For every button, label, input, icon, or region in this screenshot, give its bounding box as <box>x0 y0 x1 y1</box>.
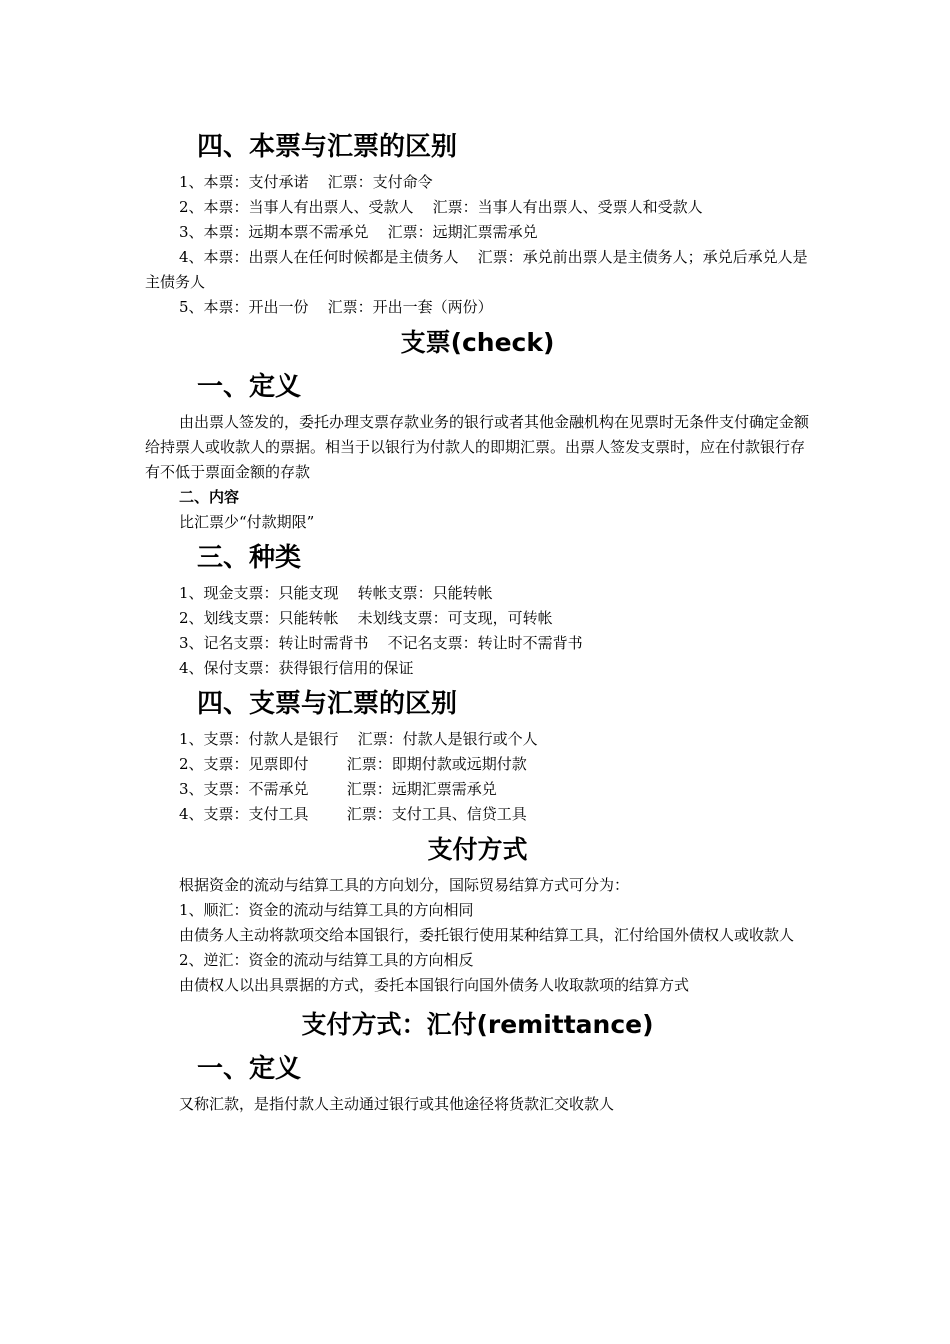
list-item: 3、记名支票：转让时需背书 不记名支票：转让时不需背书 <box>179 634 583 652</box>
list-item: 1、现金支票：只能支现 转帐支票：只能转帐 <box>179 584 493 602</box>
list-item: 4、保付支票：获得银行信用的保证 <box>179 659 414 677</box>
list-item: 3、支票：不需承兑 汇票：远期汇票需承兑 <box>179 780 497 798</box>
check-title: 支票(check) <box>400 328 555 357</box>
remittance-definition-heading: 一、定义 <box>197 1054 302 1084</box>
list-item: 5、本票：开出一份 汇票：开出一套（两份） <box>179 298 493 316</box>
document-body <box>145 130 810 1117</box>
list-item: 1、本票：支付承诺 汇票：支付命令 <box>179 173 433 191</box>
check-content-heading: 二、内容 <box>179 488 240 506</box>
paragraph: 2、逆汇：资金的流动与结算工具的方向相反 <box>179 951 474 969</box>
list-item: 2、本票：当事人有出票人、受款人 汇票：当事人有出票人、受票人和受款人 <box>179 198 703 216</box>
remittance-title: 支付方式：汇付(remittance) <box>301 1010 654 1039</box>
list-item: 1、支票：付款人是银行 汇票：付款人是银行或个人 <box>179 730 538 748</box>
check-vs-draft-heading: 四、支票与汇票的区别 <box>197 689 458 719</box>
paragraph: 由债务人主动将款项交给本国银行，委托银行使用某种结算工具，汇付给国外债权人或收款人 <box>179 926 795 944</box>
list-item: 4、支票：支付工具 汇票：支付工具、信贷工具 <box>179 805 527 823</box>
payment-methods-title: 支付方式 <box>427 835 528 864</box>
check-definition-text: 由出票人签发的，委托办理支票存款业务的银行或者其他金融机构在见票时无条件支付确定金额给持票人或收款人的票据。相当于以银行为付款人的即期汇票。出票人签发支票时，应在付款银行存有不低于票面金额的存款 <box>145 413 810 481</box>
paragraph: 根据资金的流动与结算工具的方向划分，国际贸易结算方式可分为： <box>179 876 630 894</box>
list-item: 2、划线支票：只能转帐 未划线支票：可支现，可转帐 <box>179 609 553 627</box>
list-item: 4、本票：出票人在任何时候都是主债务人 汇票：承兑前出票人是主债务人；承兑后承兑人是主债务人 <box>145 248 808 291</box>
section-heading-promissory-vs-draft: 四、本票与汇票的区别 <box>197 132 458 162</box>
remittance-definition-text: 又称汇款，是指付款人主动通过银行或其他途径将货款汇交收款人 <box>179 1095 615 1113</box>
paragraph: 由债权人以出具票据的方式，委托本国银行向国外债务人收取款项的结算方式 <box>179 976 690 994</box>
check-content-text: 比汇票少“付款期限” <box>179 513 315 531</box>
list-item: 2、支票：见票即付 汇票：即期付款或远期付款 <box>179 755 527 773</box>
check-types-heading: 三、种类 <box>197 543 302 573</box>
check-definition-heading: 一、定义 <box>197 372 302 402</box>
list-item: 3、本票：远期本票不需承兑 汇票：远期汇票需承兑 <box>179 223 538 241</box>
paragraph: 1、顺汇：资金的流动与结算工具的方向相同 <box>179 901 474 919</box>
